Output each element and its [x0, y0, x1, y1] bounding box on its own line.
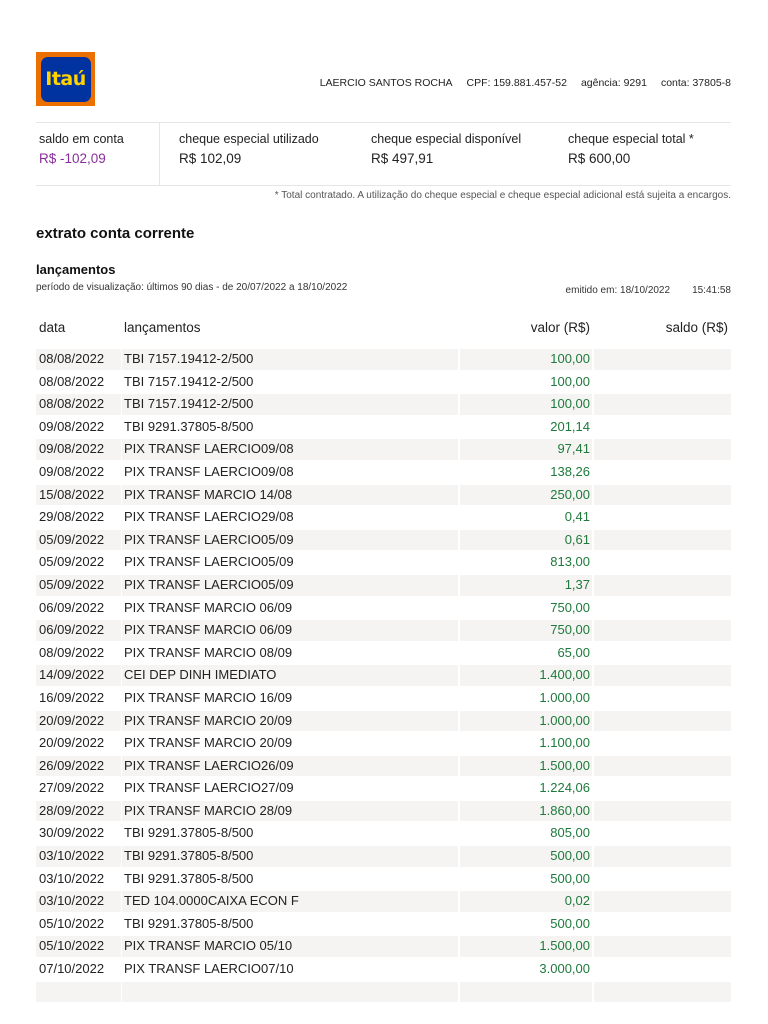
table-row [36, 597, 731, 620]
row-cell-background [594, 823, 731, 844]
table-row [36, 958, 731, 981]
row-date: 08/08/2022 [39, 373, 105, 389]
total-label: cheque especial total * [568, 132, 694, 146]
row-description: PIX TRANSF MARCIO 06/09 [124, 622, 293, 638]
row-value: 805,00 [550, 825, 590, 841]
row-value: 500,00 [550, 915, 590, 931]
row-description: PIX TRANSF LAERCIO29/08 [124, 509, 294, 525]
row-description: PIX TRANSF LAERCIO05/09 [124, 554, 294, 570]
table-row [36, 777, 731, 800]
row-value: 1.500,00 [539, 757, 590, 773]
row-date: 06/09/2022 [39, 599, 105, 615]
row-value: 1.000,00 [539, 689, 590, 705]
row-value: 138,26 [550, 463, 590, 479]
table-row [36, 529, 731, 552]
balance-summary [36, 123, 731, 185]
row-description: PIX TRANSF LAERCIO07/10 [124, 961, 294, 977]
row-cell-background [594, 394, 731, 415]
row-cell-background [594, 869, 731, 890]
row-date: 05/09/2022 [39, 531, 105, 547]
table-row [36, 687, 731, 710]
table-row [36, 755, 731, 778]
client-name: LAERCIO SANTOS ROCHA [319, 77, 453, 89]
table-row [36, 913, 731, 936]
row-value: 500,00 [550, 848, 590, 864]
row-description: PIX TRANSF LAERCIO05/09 [124, 531, 294, 547]
row-cell-background [594, 733, 731, 754]
row-date: 09/08/2022 [39, 418, 105, 434]
table-row [36, 484, 731, 507]
cheque-disponivel [371, 123, 568, 185]
row-date: 27/09/2022 [39, 780, 105, 796]
header-valor: valor (R$) [530, 320, 590, 335]
page-title: extrato conta corrente [36, 225, 195, 242]
section-title: lançamentos [36, 262, 116, 277]
summary-bottom-divider [36, 185, 731, 186]
row-value: 1.000,00 [539, 712, 590, 728]
row-cell-background [594, 756, 731, 777]
table-row [36, 574, 731, 597]
row-cell-background [594, 891, 731, 912]
row-value: 1.400,00 [539, 667, 590, 683]
row-date: 05/09/2022 [39, 554, 105, 570]
cheque-utilizado [160, 123, 371, 185]
table-row [36, 890, 731, 913]
emitted-date: emitido em: 18/10/2022 [565, 285, 671, 296]
header-saldo: saldo (R$) [665, 320, 728, 335]
row-value: 3.000,00 [539, 961, 590, 977]
row-date: 06/09/2022 [39, 622, 105, 638]
table-row [36, 551, 731, 574]
saldo-label: saldo em conta [39, 132, 124, 146]
row-description: TBI 9291.37805-8/500 [124, 848, 254, 864]
row-description: TBI 7157.19412-2/500 [124, 396, 254, 412]
row-cell-background [594, 914, 731, 935]
row-cell-background [594, 620, 731, 641]
saldo-value: R$ -102,09 [39, 151, 106, 166]
row-description: PIX TRANSF MARCIO 14/08 [124, 486, 293, 502]
row-description: TBI 7157.19412-2/500 [124, 351, 254, 366]
row-description: PIX TRANSF LAERCIO05/09 [124, 576, 294, 592]
row-description: PIX TRANSF MARCIO 06/09 [124, 599, 293, 615]
client-conta: conta: 37805-8 [660, 77, 731, 89]
table-row [36, 371, 731, 394]
row-cell-background [594, 552, 731, 573]
row-date: 03/10/2022 [39, 848, 105, 864]
row-value: 813,00 [550, 554, 590, 570]
row-date: 15/08/2022 [39, 486, 105, 502]
row-cell-background [594, 507, 731, 528]
row-description: PIX TRANSF LAERCIO27/09 [124, 780, 294, 796]
row-date: 08/08/2022 [39, 396, 105, 412]
row-cell-background [594, 936, 731, 957]
row-value: 500,00 [550, 870, 590, 886]
row-cell-background [594, 439, 731, 460]
row-date: 30/09/2022 [39, 825, 105, 841]
row-value: 100,00 [550, 351, 590, 366]
row-value: 250,00 [550, 486, 590, 502]
row-date: 03/10/2022 [39, 893, 105, 909]
row-date: 05/10/2022 [39, 938, 105, 954]
row-date: 14/09/2022 [39, 667, 105, 683]
row-date: 28/09/2022 [39, 802, 105, 818]
row-description: PIX TRANSF MARCIO 28/09 [124, 802, 293, 818]
row-cell-background [594, 575, 731, 596]
row-description: TBI 9291.37805-8/500 [124, 418, 254, 434]
saldo-em-conta [36, 123, 160, 185]
row-cell-background [594, 485, 731, 506]
row-cell-background [594, 801, 731, 822]
itau-logo [36, 52, 95, 106]
row-cell-background [594, 982, 731, 1003]
row-description: PIX TRANSF LAERCIO09/08 [124, 463, 294, 479]
table-row [36, 619, 731, 642]
emitted-info [566, 285, 731, 296]
row-cell-background [594, 643, 731, 664]
table-row [36, 348, 731, 371]
table-row [36, 438, 731, 461]
header-lancamentos: lançamentos [124, 320, 201, 335]
row-cell-background [594, 778, 731, 799]
row-cell-background [594, 417, 731, 438]
table-row [36, 845, 731, 868]
row-value: 1,37 [564, 576, 590, 592]
row-date: 20/09/2022 [39, 712, 105, 728]
row-date: 08/08/2022 [39, 351, 105, 366]
row-date: 07/10/2022 [39, 961, 105, 977]
row-value: 201,14 [550, 418, 590, 434]
disponivel-value: R$ 497,91 [371, 151, 434, 166]
row-value: 0,61 [564, 531, 590, 547]
row-value: 750,00 [550, 599, 590, 615]
row-value: 750,00 [550, 622, 590, 638]
row-description: TBI 7157.19412-2/500 [124, 373, 254, 389]
row-cell-background [594, 598, 731, 619]
row-description: PIX TRANSF MARCIO 05/10 [124, 938, 293, 954]
client-agencia: agência: 9291 [580, 77, 647, 89]
row-value: 0,41 [564, 509, 590, 525]
client-cpf: CPF: 159.881.457-52 [466, 77, 567, 89]
table-row [36, 822, 731, 845]
row-cell-background [594, 711, 731, 732]
row-description: PIX TRANSF MARCIO 20/09 [124, 712, 293, 728]
row-date: 03/10/2022 [39, 870, 105, 886]
table-row [36, 981, 731, 1004]
row-date: 08/09/2022 [39, 644, 105, 660]
itau-logo-text: Itaú [45, 68, 86, 90]
row-value: 100,00 [550, 396, 590, 412]
table-row [36, 393, 731, 416]
row-description: CEI DEP DINH IMEDIATO [124, 667, 277, 683]
utilizado-label: cheque especial utilizado [179, 132, 319, 146]
client-info [320, 77, 731, 89]
row-cell-background [122, 982, 458, 1003]
row-value: 1.500,00 [539, 938, 590, 954]
row-cell-background [594, 688, 731, 709]
table-header [36, 320, 731, 340]
table-row [36, 461, 731, 484]
row-value: 1.100,00 [539, 735, 590, 751]
row-cell-background [460, 982, 592, 1003]
table-row [36, 416, 731, 439]
row-date: 09/08/2022 [39, 441, 105, 457]
row-cell-background [594, 665, 731, 686]
transactions-table [36, 348, 731, 1003]
row-cell-background [594, 530, 731, 551]
table-row [36, 506, 731, 529]
row-cell-background [594, 462, 731, 483]
utilizado-value: R$ 102,09 [179, 151, 242, 166]
table-row [36, 642, 731, 665]
row-date: 16/09/2022 [39, 689, 105, 705]
disponivel-label: cheque especial disponível [371, 132, 522, 146]
row-value: 1.860,00 [539, 802, 590, 818]
row-description: TBI 9291.37805-8/500 [124, 915, 254, 931]
total-value: R$ 600,00 [568, 151, 631, 166]
period-text: período de visualização: últimos 90 dias - de 20/07/2022 a 18/10/2022 [36, 282, 348, 293]
table-row [36, 800, 731, 823]
row-value: 97,41 [557, 441, 590, 457]
row-cell-background [594, 959, 731, 980]
row-description: PIX TRANSF MARCIO 16/09 [124, 689, 293, 705]
row-description: TED 104.0000CAIXA ECON F [124, 893, 299, 909]
footnote: * Total contratado. A utilização do cheque especial e cheque especial adicional está sujeita a encargos. [274, 190, 731, 201]
row-description: TBI 9291.37805-8/500 [124, 870, 254, 886]
header-data: data [39, 320, 66, 335]
row-value: 0,02 [564, 893, 590, 909]
row-date: 05/10/2022 [39, 915, 105, 931]
row-date: 05/09/2022 [39, 576, 105, 592]
row-description: PIX TRANSF MARCIO 20/09 [124, 735, 293, 751]
cheque-total [568, 123, 731, 185]
table-row [36, 732, 731, 755]
row-description: TBI 9291.37805-8/500 [124, 825, 254, 841]
row-value: 65,00 [557, 644, 590, 660]
row-cell-background [594, 846, 731, 867]
row-date: 26/09/2022 [39, 757, 105, 773]
row-description: PIX TRANSF LAERCIO09/08 [124, 441, 294, 457]
table-row [36, 868, 731, 891]
row-date: 20/09/2022 [39, 735, 105, 751]
row-cell-background [36, 982, 121, 1003]
emitted-time: 15:41:58 [692, 285, 731, 296]
row-date: 09/08/2022 [39, 463, 105, 479]
table-row [36, 935, 731, 958]
row-description: PIX TRANSF LAERCIO26/09 [124, 757, 294, 773]
row-description: PIX TRANSF MARCIO 08/09 [124, 644, 293, 660]
row-cell-background [594, 372, 731, 393]
table-row [36, 664, 731, 687]
row-date: 29/08/2022 [39, 509, 105, 525]
row-value: 1.224,06 [539, 780, 590, 796]
row-cell-background [594, 349, 731, 370]
table-row [36, 710, 731, 733]
itau-logo-badge [41, 57, 91, 102]
row-value: 100,00 [550, 373, 590, 389]
